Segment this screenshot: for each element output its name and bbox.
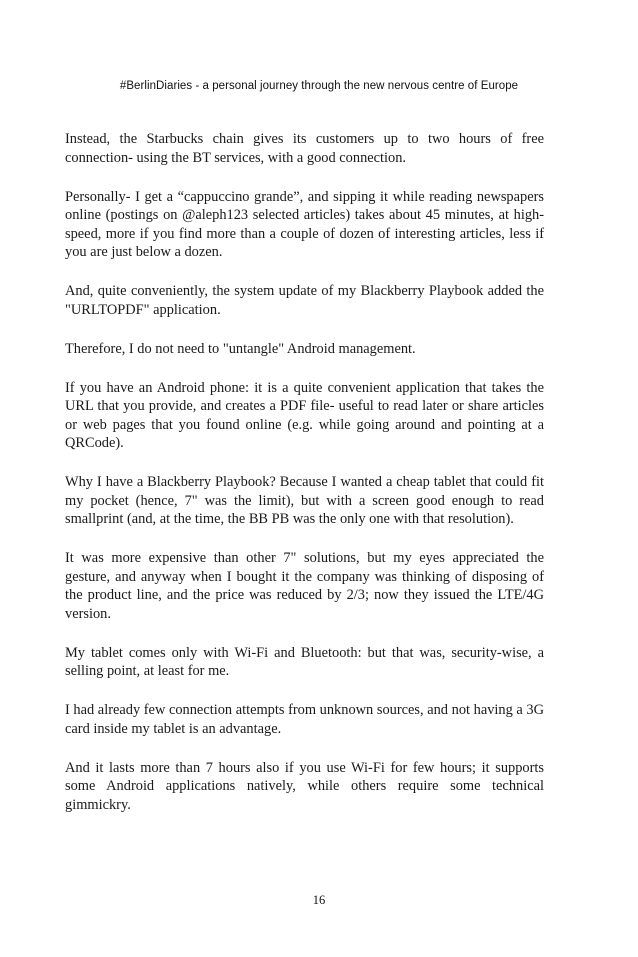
paragraph: My tablet comes only with Wi-Fi and Bluetooth: but that was, security-wise, a selling point, at least for me.: [65, 644, 544, 679]
paragraph: Personally- I get a “cappuccino grande”, and sipping it while reading newspapers online (postings on @aleph123 selected articles) takes about 45 minutes, at high-speed, more if you find more than a couple of dozen of interesting articles, less if you are just below a dozen.: [65, 188, 544, 260]
paragraph: And it lasts more than 7 hours also if you use Wi-Fi for few hours; it supports some Android applications natively, while others require some technical gimmickry.: [65, 759, 544, 813]
paragraph: I had already few connection attempts from unknown sources, and not having a 3G card inside my tablet is an advantage.: [65, 702, 544, 737]
paragraph: If you have an Android phone: it is a quite convenient application that takes the URL that you provide, and creates a PDF file- useful to read later or share articles or web pages that you found online (e.g. while going around and pointing at a QRCode).: [65, 379, 544, 451]
running-header: #BerlinDiaries - a personal journey through the new nervous centre of Europe: [119, 80, 519, 92]
paragraph: Instead, the Starbucks chain gives its customers up to two hours of free connection- using the BT services, with a good connection.: [65, 131, 544, 166]
paragraph: Therefore, I do not need to "untangle" Android management.: [65, 340, 416, 357]
page-number: 16: [312, 893, 326, 907]
paragraph: And, quite conveniently, the system update of my Blackberry Playbook added the "URLTOPDF" application.: [65, 283, 544, 318]
body-text: [65, 130, 544, 835]
paragraph: Why I have a Blackberry Playbook? Because I wanted a cheap tablet that could fit my pocket (hence, 7" was the limit), but with a screen good enough to read smallprint (and, at the time, the BB PB was the only one with that resolution).: [65, 474, 544, 527]
paragraph: It was more expensive than other 7" solutions, but my eyes appreciated the gesture, and anyway when I bought it the company was thinking of disposing of the product line, and the price was reduced by 2/3; now they issued the LTE/4G version.: [65, 550, 544, 622]
